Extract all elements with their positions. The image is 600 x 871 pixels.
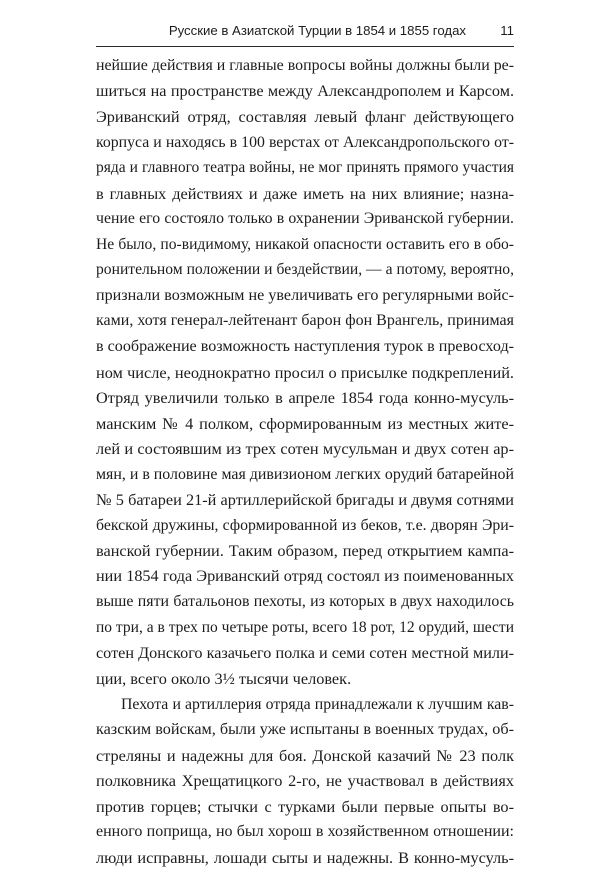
text-line: казским войскам, были уже испытаны в военных трудах, об-	[96, 720, 514, 739]
text-line: ном числе, неоднократно просил о присылке подкреплений.	[96, 362, 514, 382]
text-line: выше пяти батальонов пехоты, из которых в двух находилось	[96, 593, 514, 611]
text-line: Пехота и артиллерия отряда принадлежали к лучшим кав-	[121, 695, 514, 713]
text-line: ками, хотя генерал-лейтенант барон фон Врангель, принимая	[96, 312, 514, 330]
page-number: 11	[500, 23, 514, 38]
text-line: енного поприща, но был хорош в хозяйственном отношении:	[96, 823, 514, 841]
text-line: в главных действиях и даже иметь на них влияние; назна-	[96, 183, 514, 203]
text-line: чение его состояло только в охранении Эриванской губернии.	[96, 210, 514, 228]
text-line: по три, а в трех по четыре роты, всего 18 рот, 12 орудий, шести	[96, 619, 514, 637]
text-line: Не было, по-видимому, никакой опасности оставить его в обо-	[96, 235, 514, 253]
text-line: манским № 4 полком, сформированным из местных жите-	[96, 413, 514, 433]
text-line: полковника Хрещатицкого 2-го, не участвовал в действиях	[96, 771, 514, 791]
text-line: в соображение возможность наступления турок в превосход-	[96, 338, 514, 356]
text-line: бекской дружины, сформированной из беков, т.е. дворян Эри-	[96, 516, 514, 534]
text-line: против горцев; стычки с турками были первые опыты во-	[96, 796, 514, 816]
text-line: лей и состоявшим из трех сотен мусульман и двух сотен ар-	[96, 439, 514, 459]
text-line: мян, и в половине мая дивизионом легких орудий батарейной	[96, 465, 514, 483]
text-line: сотен Донского казачьего полка и семи сотен местной мили-	[96, 643, 514, 662]
text-line: ции, всего около 3½ тысячи человек.	[96, 669, 352, 689]
running-title: Русские в Азиатской Турции в 1854 и 1855 годах	[168, 23, 466, 38]
text-line: Эриванский отряд, составляя левый фланг действующего	[96, 107, 514, 127]
text-line: нии 1854 года Эриванский отряд состоял из поименованных	[96, 566, 514, 585]
text-line: № 5 батареи 21-й артиллерийской бригады и двумя сотнями	[96, 490, 514, 510]
running-header	[96, 23, 514, 43]
text-line: люди исправны, лошади сыты и надежны. В конно-мусуль-	[96, 847, 514, 867]
text-line: нейшие действия и главные вопросы войны должны были ре-	[96, 57, 514, 74]
text-line: ванской губернии. Таким образом, перед открытием кампа-	[96, 541, 514, 561]
header-rule	[96, 46, 514, 47]
text-line: Отряд увеличили только в апреле 1854 года конно-мусуль-	[96, 388, 514, 408]
text-line: стреляны и надежны для боя. Донской казачий № 23 полк	[96, 745, 514, 765]
text-line: признали возможным не увеличивать его регулярными войс-	[96, 286, 514, 304]
text-line: ряда и главного театра войны, не мог принять прямого участия	[96, 159, 514, 177]
text-line: ронительном положении и бездействии, — а потому, вероятно,	[96, 261, 514, 279]
text-line: корпуса и находясь в 100 верстах от Александропольского от-	[96, 133, 514, 151]
body-text	[96, 53, 514, 871]
text-line: шиться на пространстве между Александрополем и Карсом.	[96, 81, 514, 100]
